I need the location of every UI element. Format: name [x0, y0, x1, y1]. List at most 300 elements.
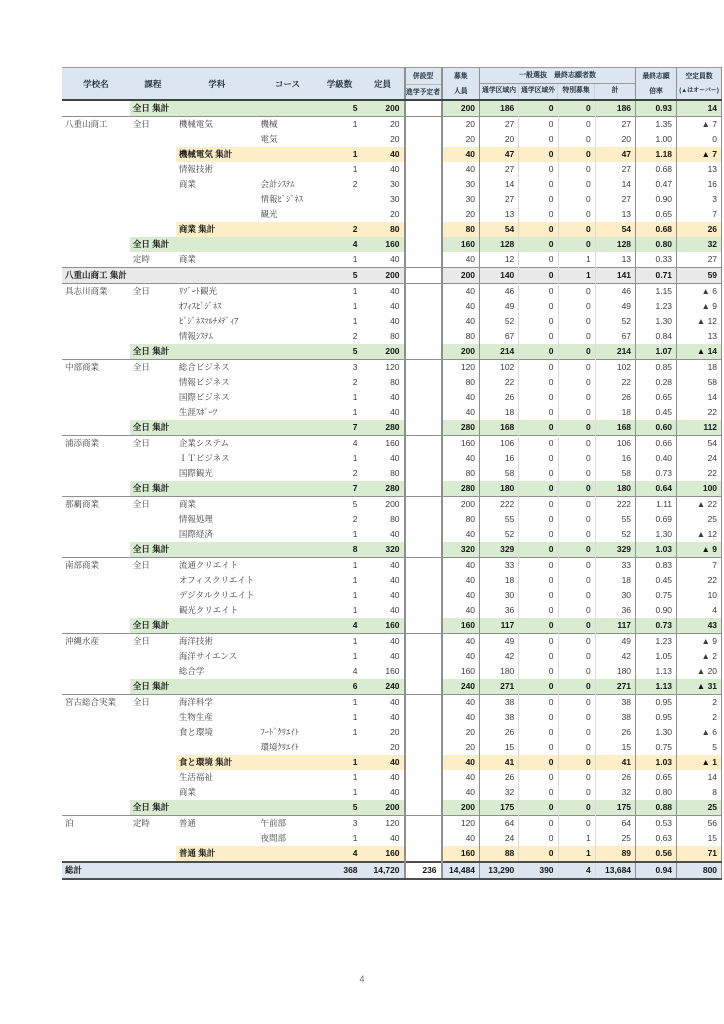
cell-program — [130, 740, 176, 755]
cell-school — [62, 710, 130, 725]
cell-out-district: 0 — [519, 831, 558, 846]
cell-school — [62, 192, 130, 207]
cell-heisetsu — [405, 497, 442, 513]
cell-in-district: 117 — [480, 618, 519, 634]
cell-capacity: 40 — [362, 299, 405, 314]
cell-heisetsu — [405, 649, 442, 664]
cell-school — [62, 679, 130, 695]
cell-special: 0 — [558, 147, 595, 162]
cell-school — [62, 329, 130, 344]
table-row — [62, 405, 722, 420]
cell-classes: 5 — [318, 344, 362, 360]
cell-classes: 1 — [318, 117, 362, 133]
cell-school — [62, 100, 130, 117]
cell-capacity: 40 — [362, 573, 405, 588]
cell-in-district: 180 — [480, 481, 519, 497]
cell-course — [258, 222, 318, 237]
cell-capacity: 40 — [362, 284, 405, 300]
cell-department — [176, 740, 258, 755]
cell-ratio: 0.47 — [636, 177, 677, 192]
cell-in-district: 16 — [480, 451, 519, 466]
cell-heisetsu — [405, 299, 442, 314]
cell-heisetsu — [405, 222, 442, 237]
table-row — [62, 117, 722, 133]
cell-vacancy: 2 — [677, 710, 722, 725]
cell-program: 全日 — [130, 497, 176, 513]
cell-special: 0 — [558, 100, 595, 117]
cell-department: ＩＴビジネス — [178, 453, 230, 463]
cell-special: 0 — [558, 177, 595, 192]
cell-capacity: 40 — [362, 558, 405, 574]
cell-department — [176, 481, 258, 497]
header-department: 学科 — [176, 68, 258, 101]
cell-vacancy: 22 — [677, 466, 722, 481]
cell-heisetsu — [405, 162, 442, 177]
cell-vacancy: ▲ 7 — [677, 147, 722, 162]
cell-vacancy: 59 — [677, 268, 722, 284]
cell-program — [130, 375, 176, 390]
cell-course — [258, 634, 318, 650]
table-row — [62, 710, 722, 725]
cell-capacity: 120 — [362, 360, 405, 376]
cell-program: 全日 — [130, 558, 176, 574]
cell-ratio: 0.33 — [636, 252, 677, 268]
cell-recruit: 40 — [442, 755, 480, 770]
cell-course — [258, 405, 318, 420]
cell-department — [176, 618, 258, 634]
cell-total: 67 — [595, 329, 635, 344]
cell-recruit: 80 — [442, 329, 480, 344]
cell-recruit: 40 — [442, 649, 480, 664]
cell-in-district: 26 — [480, 770, 519, 785]
cell-recruit: 30 — [442, 177, 480, 192]
cell-in-district: 22 — [480, 375, 519, 390]
cell-in-district: 52 — [480, 527, 519, 542]
table-body — [62, 100, 722, 879]
cell-program: 全日 集計 — [130, 420, 176, 436]
cell-heisetsu — [405, 117, 442, 133]
cell-department — [176, 100, 258, 117]
cell-classes: 1 — [352, 651, 358, 661]
cell-heisetsu — [405, 634, 442, 650]
cell-ratio: 0.56 — [636, 846, 677, 862]
cell-capacity: 40 — [362, 649, 405, 664]
cell-heisetsu — [405, 375, 442, 390]
cell-ratio: 1.05 — [636, 649, 677, 664]
cell-total: 58 — [595, 466, 635, 481]
cell-department — [176, 132, 258, 147]
cell-heisetsu — [405, 147, 442, 162]
cell-in-district: 15 — [480, 740, 519, 755]
cell-classes: 5 — [318, 100, 362, 117]
cell-out-district: 0 — [519, 162, 558, 177]
cell-school: 総計 — [62, 862, 130, 879]
cell-out-district: 0 — [519, 588, 558, 603]
cell-capacity: 40 — [362, 710, 405, 725]
cell-school — [62, 299, 130, 314]
cell-recruit: 80 — [442, 466, 480, 481]
cell-recruit: 80 — [442, 222, 480, 237]
cell-out-district: 0 — [519, 344, 558, 360]
cell-department: 国際ビジネス — [178, 392, 230, 402]
cell-classes: 1 — [352, 712, 358, 722]
cell-total: 89 — [595, 846, 635, 862]
cell-course — [258, 436, 318, 452]
cell-total: 141 — [595, 268, 635, 284]
cell-course — [258, 329, 318, 344]
cell-heisetsu — [405, 329, 442, 344]
cell-recruit: 280 — [442, 420, 480, 436]
cell-classes: 8 — [318, 542, 362, 558]
cell-course — [258, 420, 318, 436]
cell-program — [130, 603, 176, 618]
cell-vacancy: 14 — [677, 100, 722, 117]
cell-out-district: 0 — [519, 800, 558, 816]
cell-total: 13,684 — [595, 862, 635, 879]
table-row — [62, 436, 722, 452]
cell-heisetsu — [405, 846, 442, 862]
cell-in-district: 64 — [480, 816, 519, 832]
cell-total: 271 — [595, 679, 635, 695]
cell-classes: 1 — [352, 605, 358, 615]
table-row — [62, 252, 722, 268]
cell-special: 0 — [558, 192, 595, 207]
cell-in-district: 12 — [480, 252, 519, 268]
cell-capacity: 200 — [362, 344, 405, 360]
cell-recruit: 160 — [442, 846, 480, 862]
cell-course — [258, 588, 318, 603]
cell-out-district: 0 — [519, 451, 558, 466]
cell-vacancy: 22 — [677, 573, 722, 588]
cell-out-district: 0 — [519, 664, 558, 679]
cell-classes: 3 — [318, 360, 362, 376]
cell-program: 全日 集計 — [130, 542, 176, 558]
cell-department: 観光クリエイト — [178, 605, 239, 615]
cell-school: 八重山商工 — [62, 117, 130, 133]
cell-in-district: 222 — [480, 497, 519, 513]
cell-program — [130, 573, 176, 588]
cell-recruit: 40 — [442, 634, 480, 650]
cell-department: ﾋﾞｼﾞﾈｽﾏﾙﾁﾒﾃﾞｨｱ — [178, 316, 239, 326]
cell-capacity: 20 — [362, 132, 405, 147]
cell-course — [258, 755, 318, 770]
cell-school — [62, 831, 130, 846]
cell-ratio: 0.88 — [636, 800, 677, 816]
cell-course: ﾌｰﾄﾞｸﾘｴｲﾄ — [260, 727, 299, 737]
cell-out-district: 0 — [519, 481, 558, 497]
header-special: 特別募集 — [558, 84, 595, 99]
cell-out-district: 0 — [519, 147, 558, 162]
cell-course — [258, 710, 318, 725]
cell-department — [176, 800, 258, 816]
header-vacancy: 空定員数 (▲はオーバー) — [677, 68, 722, 101]
cell-total: 27 — [595, 117, 635, 133]
cell-total: 30 — [595, 588, 635, 603]
cell-special: 0 — [558, 207, 595, 222]
cell-capacity: 20 — [362, 117, 405, 133]
header-classes: 学級数 — [318, 68, 362, 101]
cell-out-district: 0 — [519, 785, 558, 800]
cell-school — [62, 451, 130, 466]
table-row — [62, 527, 722, 542]
table-row — [62, 390, 722, 405]
cell-out-district: 0 — [519, 497, 558, 513]
cell-ratio: 0.65 — [636, 770, 677, 785]
cell-special: 0 — [558, 497, 595, 513]
cell-ratio: 1.30 — [636, 527, 677, 542]
cell-vacancy: ▲ 31 — [677, 679, 722, 695]
cell-classes: 4 — [318, 846, 362, 862]
cell-recruit: 14,484 — [442, 862, 480, 879]
cell-classes: 1 — [352, 727, 358, 737]
cell-classes: 5 — [318, 497, 362, 513]
cell-vacancy: 14 — [677, 770, 722, 785]
cell-total: 38 — [595, 695, 635, 711]
table-row — [62, 299, 722, 314]
header-total: 計 — [611, 87, 619, 94]
cell-capacity: 40 — [362, 770, 405, 785]
cell-department — [176, 862, 258, 879]
cell-classes: 1 — [352, 833, 358, 843]
cell-heisetsu — [405, 725, 442, 740]
cell-classes: 7 — [318, 481, 362, 497]
header-capacity: 定員 — [362, 68, 405, 101]
cell-capacity: 80 — [362, 222, 405, 237]
cell-total: 13 — [595, 252, 635, 268]
cell-capacity: 160 — [362, 618, 405, 634]
cell-in-district: 49 — [480, 299, 519, 314]
table-row — [62, 207, 722, 222]
cell-special: 0 — [558, 237, 595, 252]
table-header — [62, 68, 722, 101]
cell-total: 16 — [595, 451, 635, 466]
cell-school: 南部商業 — [62, 558, 130, 574]
cell-department — [176, 344, 258, 360]
cell-program — [130, 390, 176, 405]
cell-heisetsu — [405, 252, 442, 268]
cell-course — [258, 664, 318, 679]
cell-in-district: 13 — [480, 207, 519, 222]
cell-out-district: 0 — [519, 649, 558, 664]
cell-special: 0 — [558, 390, 595, 405]
cell-recruit: 40 — [442, 314, 480, 329]
cell-special: 1 — [558, 846, 595, 862]
cell-in-district: 49 — [480, 634, 519, 650]
cell-in-district: 27 — [480, 192, 519, 207]
cell-total: 27 — [595, 162, 635, 177]
cell-recruit: 40 — [442, 527, 480, 542]
table-row — [62, 664, 722, 679]
cell-recruit: 40 — [442, 162, 480, 177]
cell-department: 国際観光 — [178, 468, 213, 478]
cell-department: 商業 — [178, 179, 196, 189]
cell-capacity: 40 — [362, 147, 405, 162]
table-row — [62, 634, 722, 650]
cell-heisetsu — [405, 831, 442, 846]
cell-department: 流通クリエイト — [176, 558, 258, 574]
cell-special: 0 — [558, 117, 595, 133]
cell-special: 1 — [558, 268, 595, 284]
cell-course — [258, 800, 318, 816]
cell-school — [62, 542, 130, 558]
school-enrollment-table — [62, 67, 722, 880]
cell-out-district: 0 — [519, 299, 558, 314]
cell-special: 0 — [558, 512, 595, 527]
cell-out-district: 0 — [519, 132, 558, 147]
table-row — [62, 542, 722, 558]
cell-school — [62, 314, 130, 329]
cell-course — [258, 603, 318, 618]
cell-classes: 1 — [352, 316, 358, 326]
cell-total: 117 — [595, 618, 635, 634]
cell-ratio: 0.53 — [636, 816, 677, 832]
cell-classes: 1 — [318, 147, 362, 162]
cell-capacity: 40 — [362, 755, 405, 770]
table-row — [62, 862, 722, 879]
cell-in-district: 14 — [480, 177, 519, 192]
cell-out-district: 0 — [519, 466, 558, 481]
cell-recruit: 160 — [442, 436, 480, 452]
cell-capacity: 240 — [362, 679, 405, 695]
cell-vacancy: 13 — [677, 162, 722, 177]
header-recruit: 募集 人員 — [442, 68, 480, 101]
cell-special: 0 — [558, 375, 595, 390]
cell-special: 0 — [558, 542, 595, 558]
cell-special: 0 — [558, 679, 595, 695]
cell-total: 20 — [595, 132, 635, 147]
cell-classes: 1 — [352, 575, 358, 585]
cell-course — [258, 451, 318, 466]
cell-capacity: 40 — [362, 603, 405, 618]
cell-recruit: 40 — [442, 603, 480, 618]
cell-total: 15 — [595, 740, 635, 755]
cell-school — [62, 375, 130, 390]
cell-department: 生涯ｽﾎﾟｰﾂ — [178, 407, 218, 417]
cell-school — [62, 466, 130, 481]
cell-department: 総合ビジネス — [176, 360, 258, 376]
cell-out-district: 0 — [519, 740, 558, 755]
cell-out-district: 0 — [519, 755, 558, 770]
table-row — [62, 740, 722, 755]
cell-heisetsu — [405, 192, 442, 207]
cell-recruit: 160 — [442, 237, 480, 252]
cell-classes: 7 — [318, 420, 362, 436]
cell-vacancy: ▲ 9 — [677, 542, 722, 558]
cell-program — [130, 207, 176, 222]
cell-department: 商業 集計 — [176, 222, 258, 237]
cell-heisetsu: 236 — [405, 862, 442, 879]
table-row — [62, 649, 722, 664]
cell-recruit: 20 — [442, 117, 480, 133]
cell-heisetsu — [405, 100, 442, 117]
cell-special: 0 — [558, 664, 595, 679]
cell-department: 商業 — [178, 787, 196, 797]
cell-school: 沖縄水産 — [62, 634, 130, 650]
cell-course — [258, 237, 318, 252]
cell-school: 中部商業 — [62, 360, 130, 376]
cell-recruit: 120 — [442, 360, 480, 376]
cell-classes: 6 — [318, 679, 362, 695]
cell-school — [62, 177, 130, 192]
cell-course — [258, 466, 318, 481]
cell-classes: 1 — [352, 392, 358, 402]
cell-ratio: 0.95 — [636, 710, 677, 725]
cell-heisetsu — [405, 512, 442, 527]
cell-classes: 5 — [318, 268, 362, 284]
cell-classes: 1 — [352, 254, 358, 264]
cell-ratio: 0.69 — [636, 512, 677, 527]
cell-course — [258, 695, 318, 711]
cell-total: 22 — [595, 375, 635, 390]
cell-capacity: 30 — [362, 192, 405, 207]
cell-course: 午前部 — [258, 816, 318, 832]
table-row — [62, 466, 722, 481]
cell-department — [176, 679, 258, 695]
table-row — [62, 237, 722, 252]
cell-ratio: 0.75 — [636, 588, 677, 603]
cell-department: 総合学 — [178, 666, 205, 676]
cell-in-district: 26 — [480, 390, 519, 405]
cell-school: 泊 — [62, 816, 130, 832]
cell-school — [62, 344, 130, 360]
cell-school — [62, 390, 130, 405]
cell-special: 0 — [558, 299, 595, 314]
cell-recruit: 160 — [442, 664, 480, 679]
cell-out-district: 0 — [519, 222, 558, 237]
cell-vacancy: ▲ 6 — [677, 725, 722, 740]
cell-in-district: 329 — [480, 542, 519, 558]
cell-ratio: 1.03 — [636, 542, 677, 558]
cell-classes: 1 — [352, 529, 358, 539]
cell-heisetsu — [405, 816, 442, 832]
cell-department: 国際経済 — [178, 529, 213, 539]
table-row — [62, 162, 722, 177]
cell-vacancy: ▲ 12 — [677, 527, 722, 542]
cell-ratio: 0.45 — [636, 573, 677, 588]
cell-total: 41 — [595, 755, 635, 770]
cell-vacancy: 100 — [677, 481, 722, 497]
cell-heisetsu — [405, 390, 442, 405]
cell-out-district: 0 — [519, 527, 558, 542]
cell-heisetsu — [405, 177, 442, 192]
cell-out-district: 0 — [519, 360, 558, 376]
cell-heisetsu — [405, 237, 442, 252]
cell-classes: 5 — [318, 800, 362, 816]
table-row — [62, 846, 722, 862]
cell-vacancy: ▲ 6 — [677, 284, 722, 300]
cell-department: 生物生産 — [178, 712, 213, 722]
cell-ratio: 0.71 — [636, 268, 677, 284]
table-row — [62, 268, 722, 284]
cell-vacancy: ▲ 1 — [677, 755, 722, 770]
cell-classes: 1 — [318, 755, 362, 770]
cell-special: 0 — [558, 618, 595, 634]
cell-capacity: 40 — [362, 390, 405, 405]
cell-department: 企業システム — [176, 436, 258, 452]
cell-special: 0 — [558, 284, 595, 300]
cell-in-district: 27 — [480, 117, 519, 133]
cell-special: 0 — [558, 436, 595, 452]
cell-school — [62, 237, 130, 252]
cell-program — [130, 755, 176, 770]
table-row — [62, 725, 722, 740]
cell-department: 機械電気 集計 — [176, 147, 258, 162]
cell-special: 0 — [558, 405, 595, 420]
cell-classes: 1 — [352, 164, 358, 174]
cell-classes: 1 — [318, 558, 362, 574]
cell-in-district: 26 — [480, 725, 519, 740]
cell-capacity: 280 — [362, 481, 405, 497]
